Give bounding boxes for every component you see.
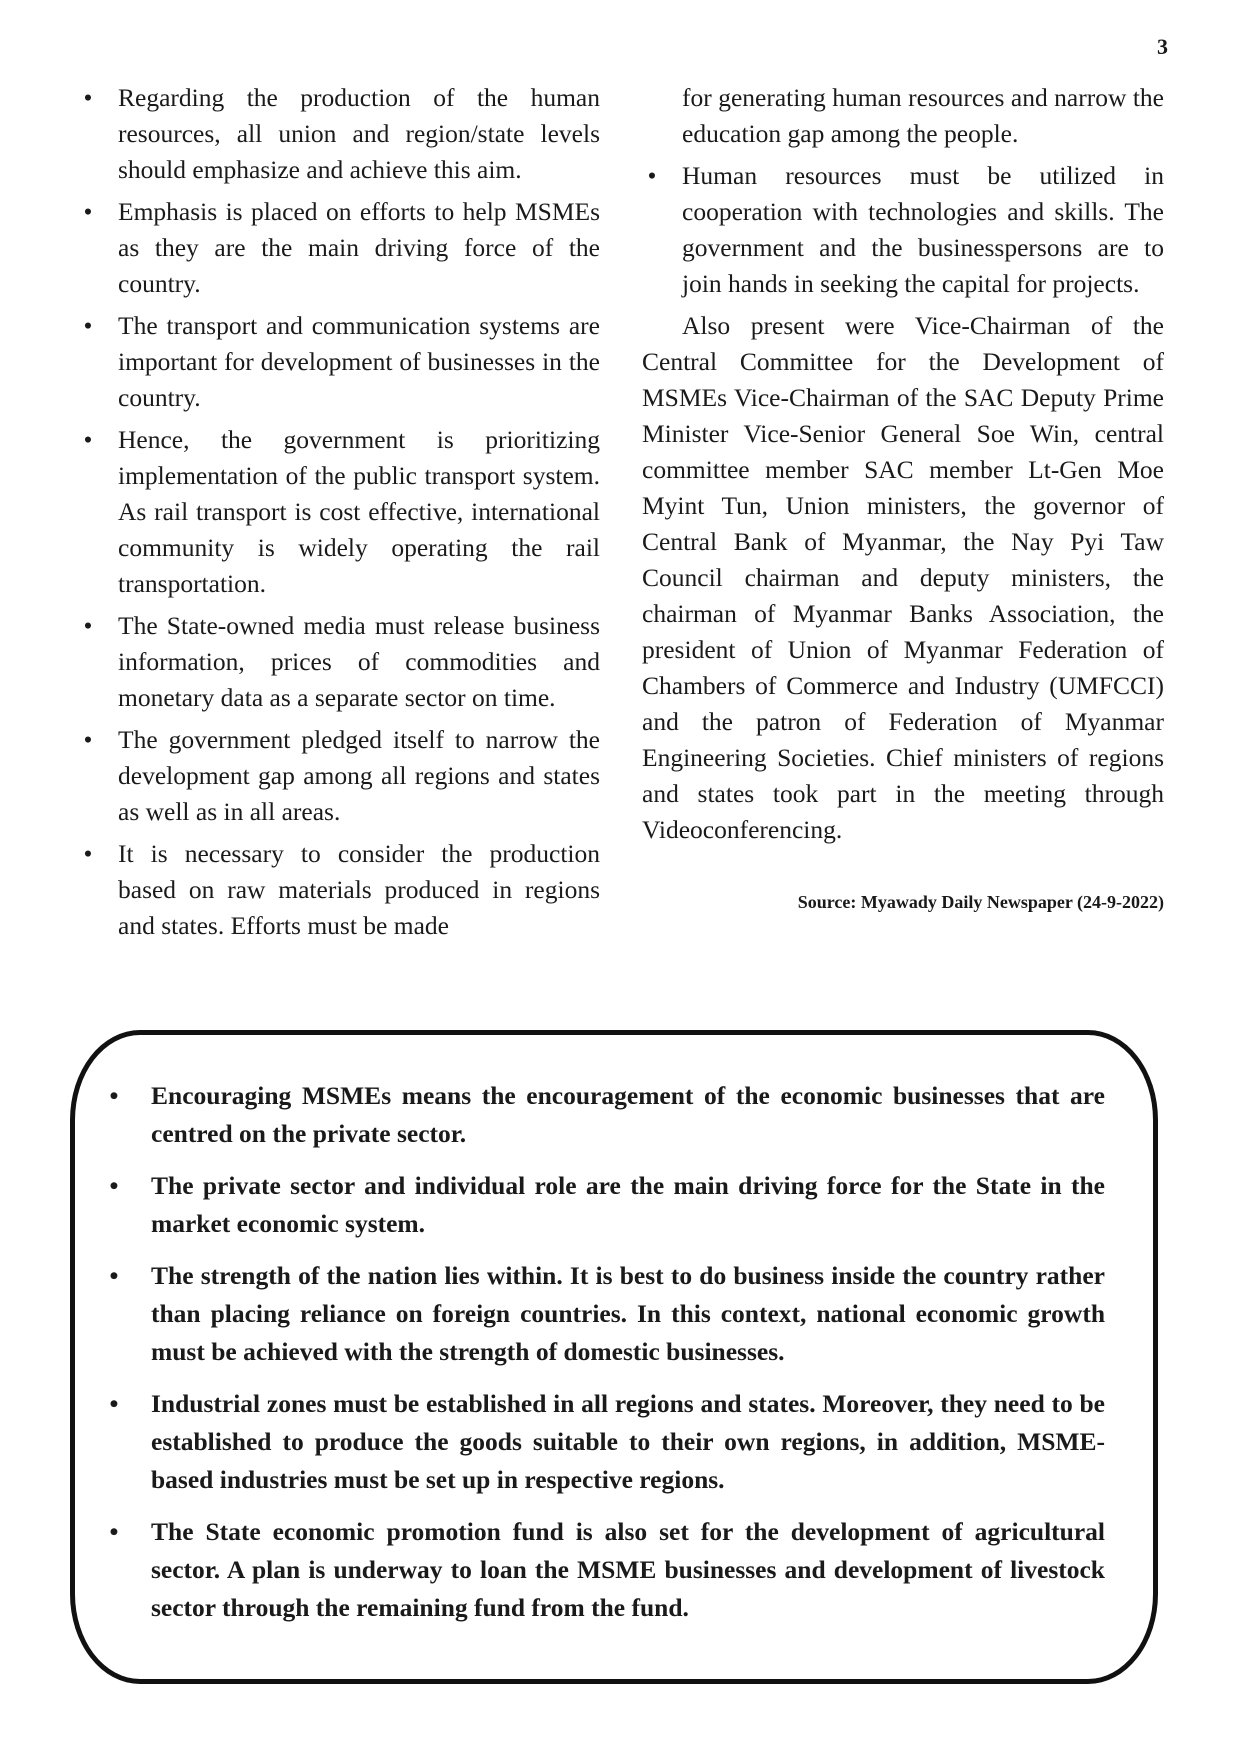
list-item-text: The State-owned media must release business information, prices of commodities and monetary data as a separate sector on time. [118, 611, 600, 712]
list-item [103, 1513, 1105, 1627]
list-item-text: It is necessary to consider the production based on raw materials produced in regions and states. Efforts must be made [118, 839, 600, 940]
list-item [78, 308, 600, 416]
list-item-text: The private sector and individual role are the main driving force for the State in the market economic system. [151, 1171, 1105, 1238]
list-item-text: Encouraging MSMEs means the encouragement of the economic businesses that are centred on the private sector. [151, 1081, 1105, 1148]
left-column [78, 80, 600, 950]
bullet-icon: • [83, 197, 93, 226]
highlight-box [70, 1030, 1158, 1684]
list-item-text: The transport and communication systems are important for development of businesses in the country. [118, 311, 600, 412]
bullet-icon: • [83, 83, 93, 112]
attendees-paragraph: Also present were Vice-Chairman of the Central Committee for the Development of MSMEs Vice-Chairman of the SAC Deputy Prime Minister Vice-Senior General Soe Win, central committee member SAC member Lt-Gen Moe Myint Tun, Union ministers, the governor of Central Bank of Myanmar, the Nay Pyi Taw Council chairman and deputy ministers, the chairman of Myanmar Banks Association, the president of Union of Myanmar Federation of Chambers of Commerce and Industry (UMFCCI) and the patron of Federation of Myanmar Engineering Societies. Chief ministers of regions and states took part in the meeting through Videoconferencing. [642, 311, 1164, 844]
bullet-icon: • [83, 425, 93, 454]
right-bullet-list [642, 158, 1164, 302]
bullet-icon: • [109, 1261, 119, 1290]
continued-bullet-text: for generating human resources and narrow the education gap among the people. [682, 83, 1164, 148]
list-item [103, 1167, 1105, 1243]
list-item [78, 836, 600, 944]
bullet-icon: • [647, 161, 657, 190]
list-item [103, 1385, 1105, 1499]
list-item [78, 608, 600, 716]
left-bullet-list [78, 80, 600, 944]
list-item [642, 158, 1164, 302]
list-item-text: Industrial zones must be established in all regions and states. Moreover, they need to be established to produce the goods suitable to their own regions, in addition, MSME-based industries must be set up in respective regions. [151, 1389, 1105, 1494]
list-item-text: Human resources must be utilized in cooperation with technologies and skills. The government and the businesspersons are to join hands in seeking the capital for projects. [682, 161, 1164, 298]
bullet-icon: • [83, 725, 93, 754]
bullet-icon: • [109, 1389, 119, 1418]
list-item [78, 422, 600, 602]
highlight-bullet-list [103, 1077, 1105, 1627]
list-item-text: Hence, the government is prioritizing implementation of the public transport system. As rail transport is cost effective, international community is widely operating the rail transportation. [118, 425, 600, 598]
article-body [78, 80, 1164, 950]
source-citation: Source: Myawady Daily Newspaper (24-9-2022) [797, 892, 1164, 912]
bullet-icon: • [83, 311, 93, 340]
page-number: 3 [1157, 34, 1168, 59]
list-item [103, 1257, 1105, 1371]
list-item-text: The strength of the nation lies within. It is best to do business inside the country rather than placing reliance on foreign countries. In this context, national economic growth must be achieved with the strength of domestic businesses. [151, 1261, 1105, 1366]
list-item [78, 722, 600, 830]
bullet-icon: • [83, 611, 93, 640]
bullet-icon: • [109, 1517, 119, 1546]
list-item [78, 80, 600, 188]
list-item [103, 1077, 1105, 1153]
list-item-text: The government pledged itself to narrow the development gap among all regions and states as well as in all areas. [118, 725, 600, 826]
bullet-icon: • [109, 1081, 119, 1110]
list-item [78, 194, 600, 302]
list-item-text: The State economic promotion fund is also set for the development of agricultural sector. A plan is underway to loan the MSME businesses and development of livestock sector through the remaining fund from the fund. [151, 1517, 1105, 1622]
bullet-icon: • [109, 1171, 119, 1200]
bullet-icon: • [83, 839, 93, 868]
right-column [642, 80, 1164, 950]
list-item-text: Regarding the production of the human resources, all union and region/state levels should emphasize and achieve this aim. [118, 83, 600, 184]
list-item-text: Emphasis is placed on efforts to help MSMEs as they are the main driving force of the country. [118, 197, 600, 298]
